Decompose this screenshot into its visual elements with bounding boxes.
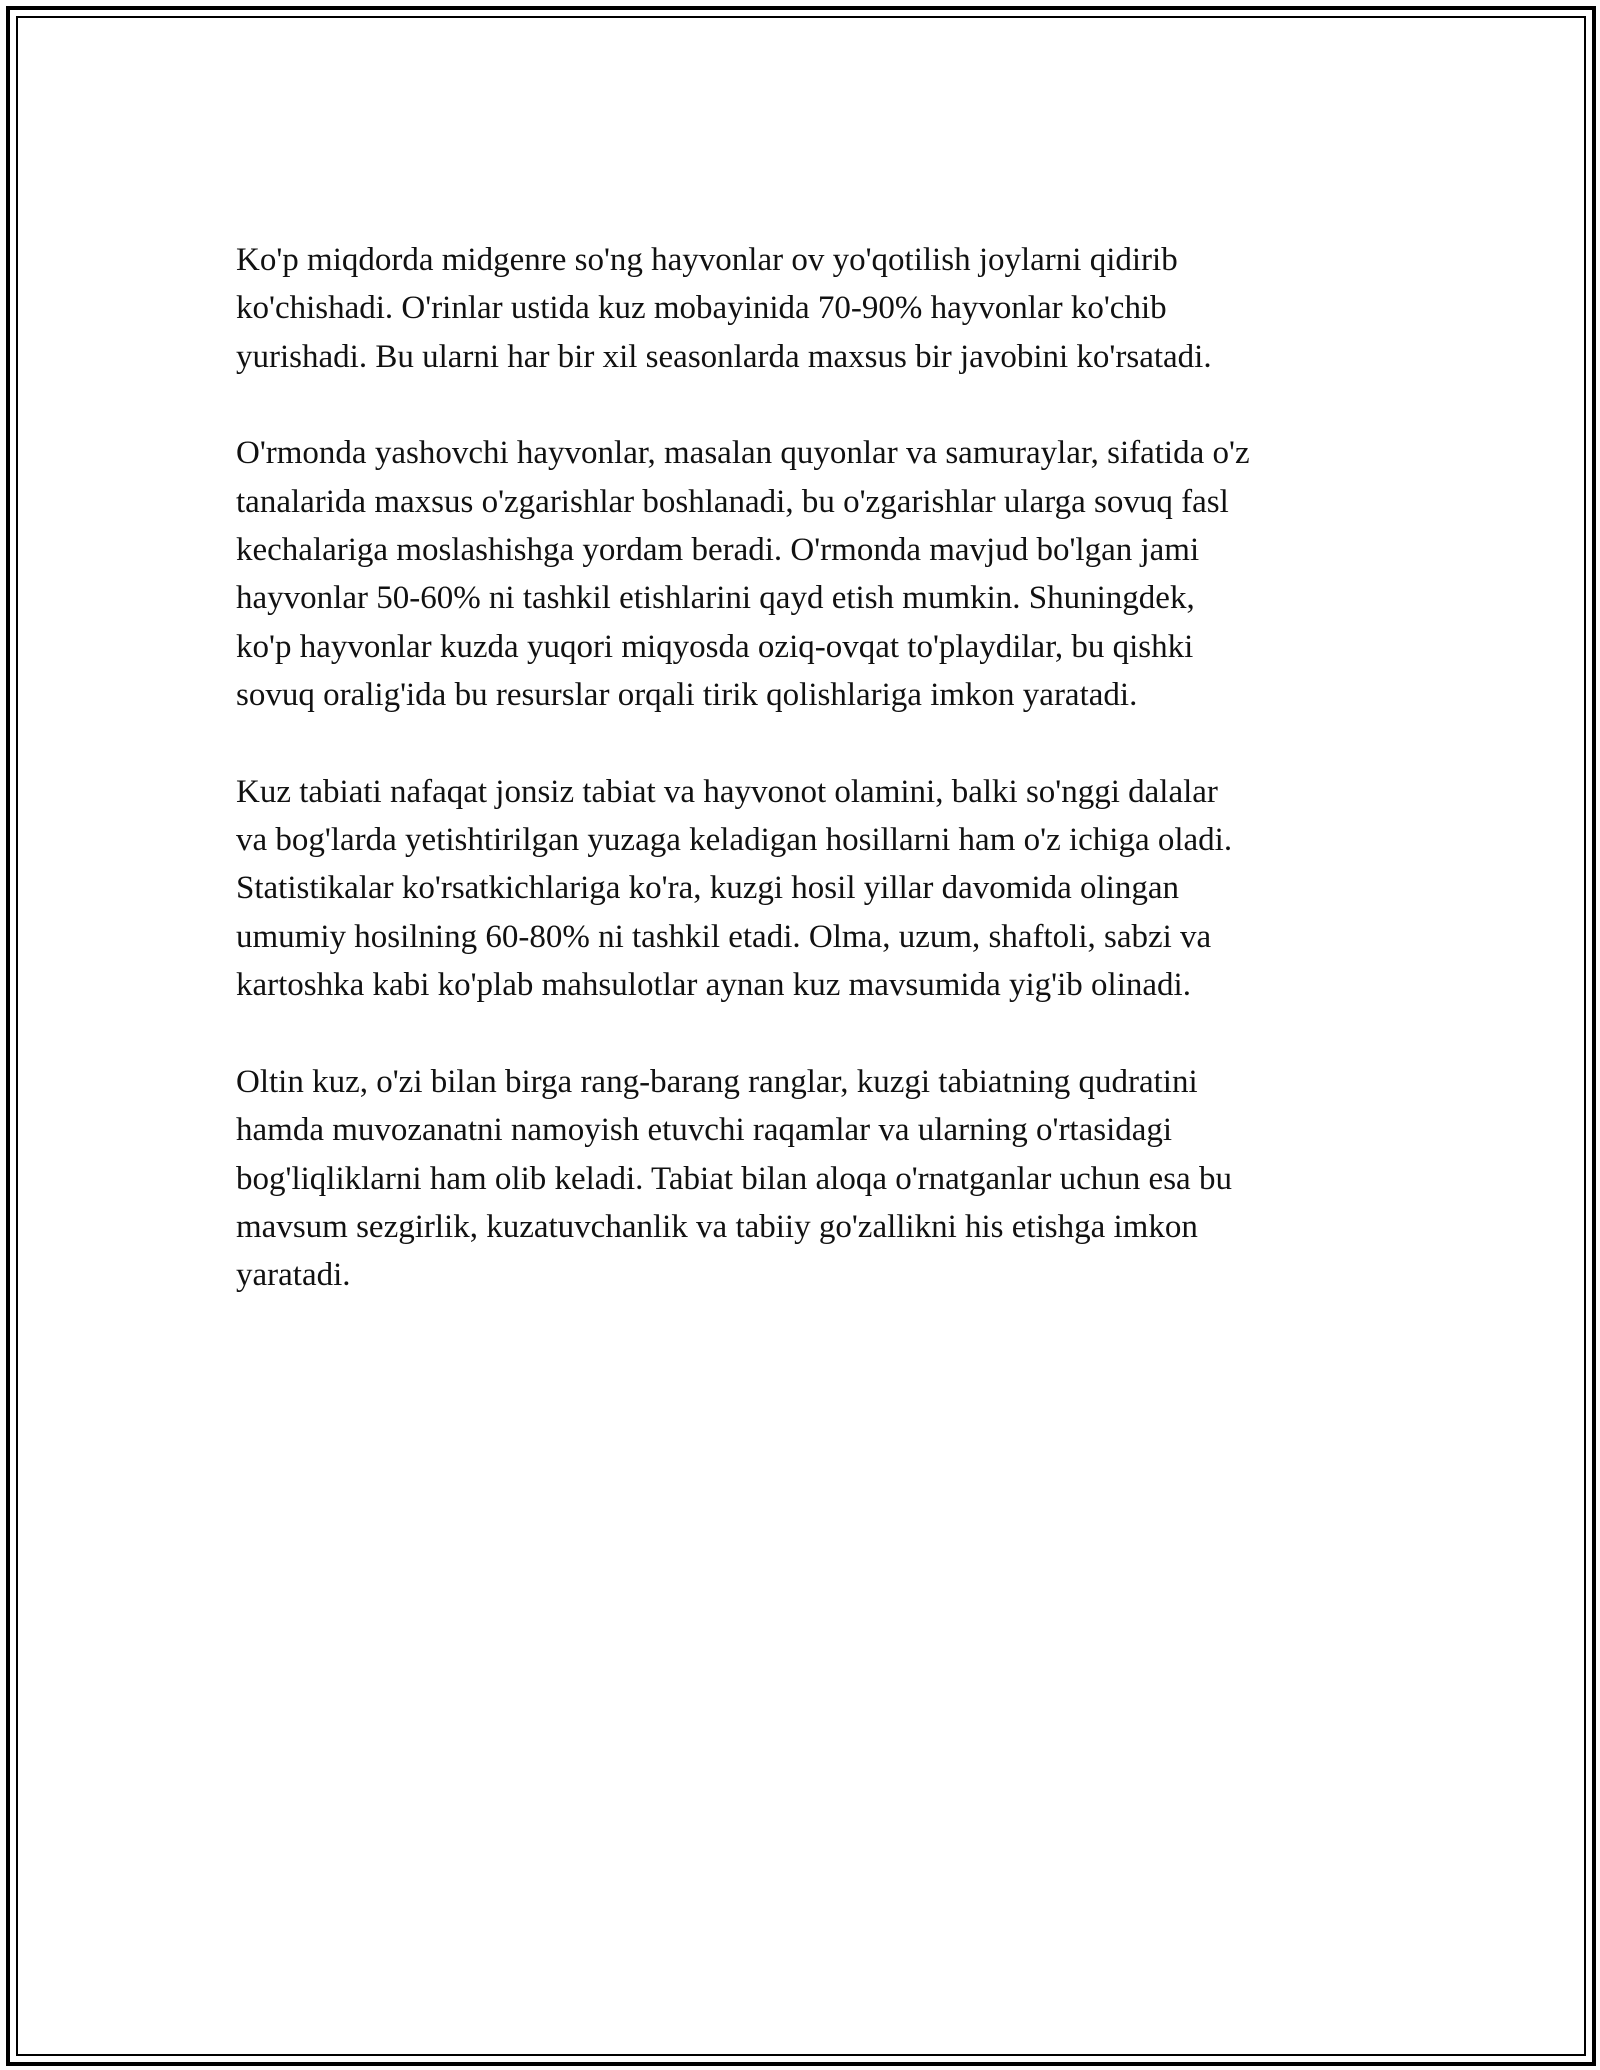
paragraph-3: Kuz tabiati nafaqat jonsiz tabiat va hayvonot olamini, balki so'nggi dalalar va bog'larda yetishtirilgan yuzaga keladigan hosillarni ham o'z ichiga oladi. Statistikalar ko'rsatkichlariga ko'ra, kuzgi hosil yillar davomida olingan umumiy hosilning 60-80% ni tashkil etadi. Olma, uzum, shaftoli, sabzi va kartoshka kabi ko'plab mahsulotlar aynan kuz mavsumida yig'ib olinadi. (236, 773, 1233, 1004)
document-body (236, 236, 1386, 1348)
paragraph-2: O'rmonda yashovchi hayvonlar, masalan quyonlar va samuraylar, sifatida o'z tanalarida maxsus o'zgarishlar boshlanadi, bu o'zgarishlar ularga sovuq fasl kechalariga moslashishga yordam beradi. O'rmonda mavjud bo'lgan jami hayvonlar 50-60% ni tashkil etishlarini qayd etish mumkin. Shuningdek, ko'p hayvonlar kuzda yuqori miqyosda oziq-ovqat to'playdilar, bu qishki sovuq oralig'ida bu resurslar orqali tirik qolishlariga imkon yaratadi. (236, 435, 1250, 714)
paragraph-4: Oltin kuz, o'zi bilan birga rang-barang ranglar, kuzgi tabiatning qudratini hamda muvozanatni namoyish etuvchi raqamlar va ularning o'rtasidagi bog'liqliklarni ham olib keladi. Tabiat bilan aloqa o'rnatganlar uchun esa bu mavsum sezgirlik, kuzatuvchanlik va tabiiy go'zallikni his etishga imkon yaratadi. (236, 1063, 1232, 1294)
paragraph-1: Ko'p miqdorda midgenre so'ng hayvonlar ov yo'qotilish joylarni qidirib ko'chishadi. O'rinlar ustida kuz mobayinida 70-90% hayvonlar ko'chib yurishadi. Bu ularni har bir xil seasonlarda maxsus bir javobini ko'rsatadi. (236, 242, 1212, 375)
